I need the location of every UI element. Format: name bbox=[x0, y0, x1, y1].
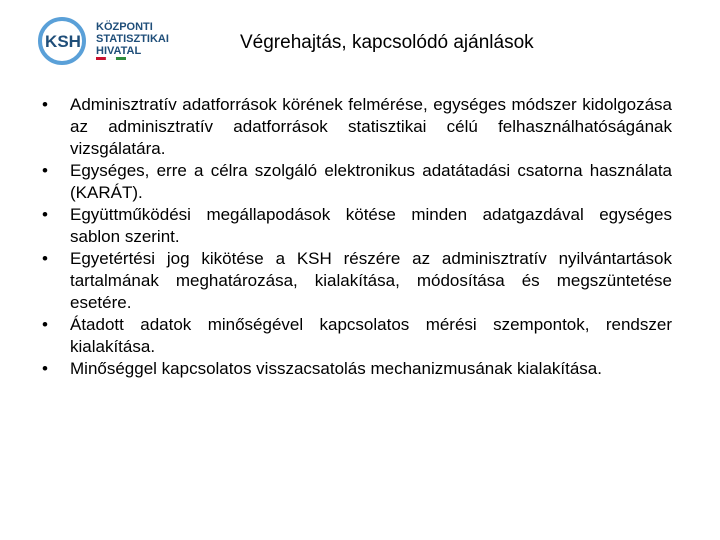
bullet-icon: • bbox=[42, 315, 48, 334]
bullet-text: Egyetértési jog kikötése a KSH részére az adminisztratív nyilvántartások tartalmának meghatározása, kialakítása, módosítása és megszüntetése esetére. bbox=[70, 249, 672, 312]
logo-line-3: HIVATAL bbox=[96, 45, 142, 57]
hungarian-flag-stripe-icon bbox=[96, 57, 126, 60]
bullet-icon: • bbox=[42, 161, 48, 180]
bullet-text: Minőséggel kapcsolatos visszacsatolás mechanizmusának kialakítása. bbox=[70, 359, 602, 378]
list-item bbox=[42, 204, 672, 248]
bullet-icon: • bbox=[42, 249, 48, 268]
logo-line-1: KÖZPONTI bbox=[96, 21, 153, 33]
logo-abbr: KSH bbox=[45, 32, 81, 51]
bullet-icon: • bbox=[42, 205, 48, 224]
bullet-icon: • bbox=[42, 95, 48, 114]
bullet-list bbox=[42, 94, 672, 380]
ksh-logo-mark-icon bbox=[34, 16, 96, 66]
bullet-text: Adminisztratív adatforrások körének felmérése, egységes módszer kidolgozása az adminisztratív adatforrások statisztikai célú felhasználhatóságának vizsgálatára. bbox=[70, 95, 672, 158]
page-title: Végrehajtás, kapcsolódó ajánlások bbox=[240, 32, 534, 53]
logo-line-2: STATISZTIKAI bbox=[96, 33, 169, 45]
list-item bbox=[42, 314, 672, 358]
bullet-text: Együttműködési megállapodások kötése minden adatgazdával egységes sablon szerint. bbox=[70, 205, 672, 246]
slide-header bbox=[0, 0, 720, 80]
logo-wordmark bbox=[96, 21, 169, 57]
list-item bbox=[42, 160, 672, 204]
bullet-icon: • bbox=[42, 359, 48, 378]
list-item bbox=[42, 358, 672, 380]
slide-body bbox=[42, 94, 672, 380]
list-item bbox=[42, 94, 672, 160]
list-item bbox=[42, 248, 672, 314]
bullet-text: Egységes, erre a célra szolgáló elektronikus adatátadási csatorna használata (KARÁT). bbox=[70, 161, 672, 202]
bullet-text: Átadott adatok minőségével kapcsolatos mérési szempontok, rendszer kialakítása. bbox=[70, 315, 672, 356]
